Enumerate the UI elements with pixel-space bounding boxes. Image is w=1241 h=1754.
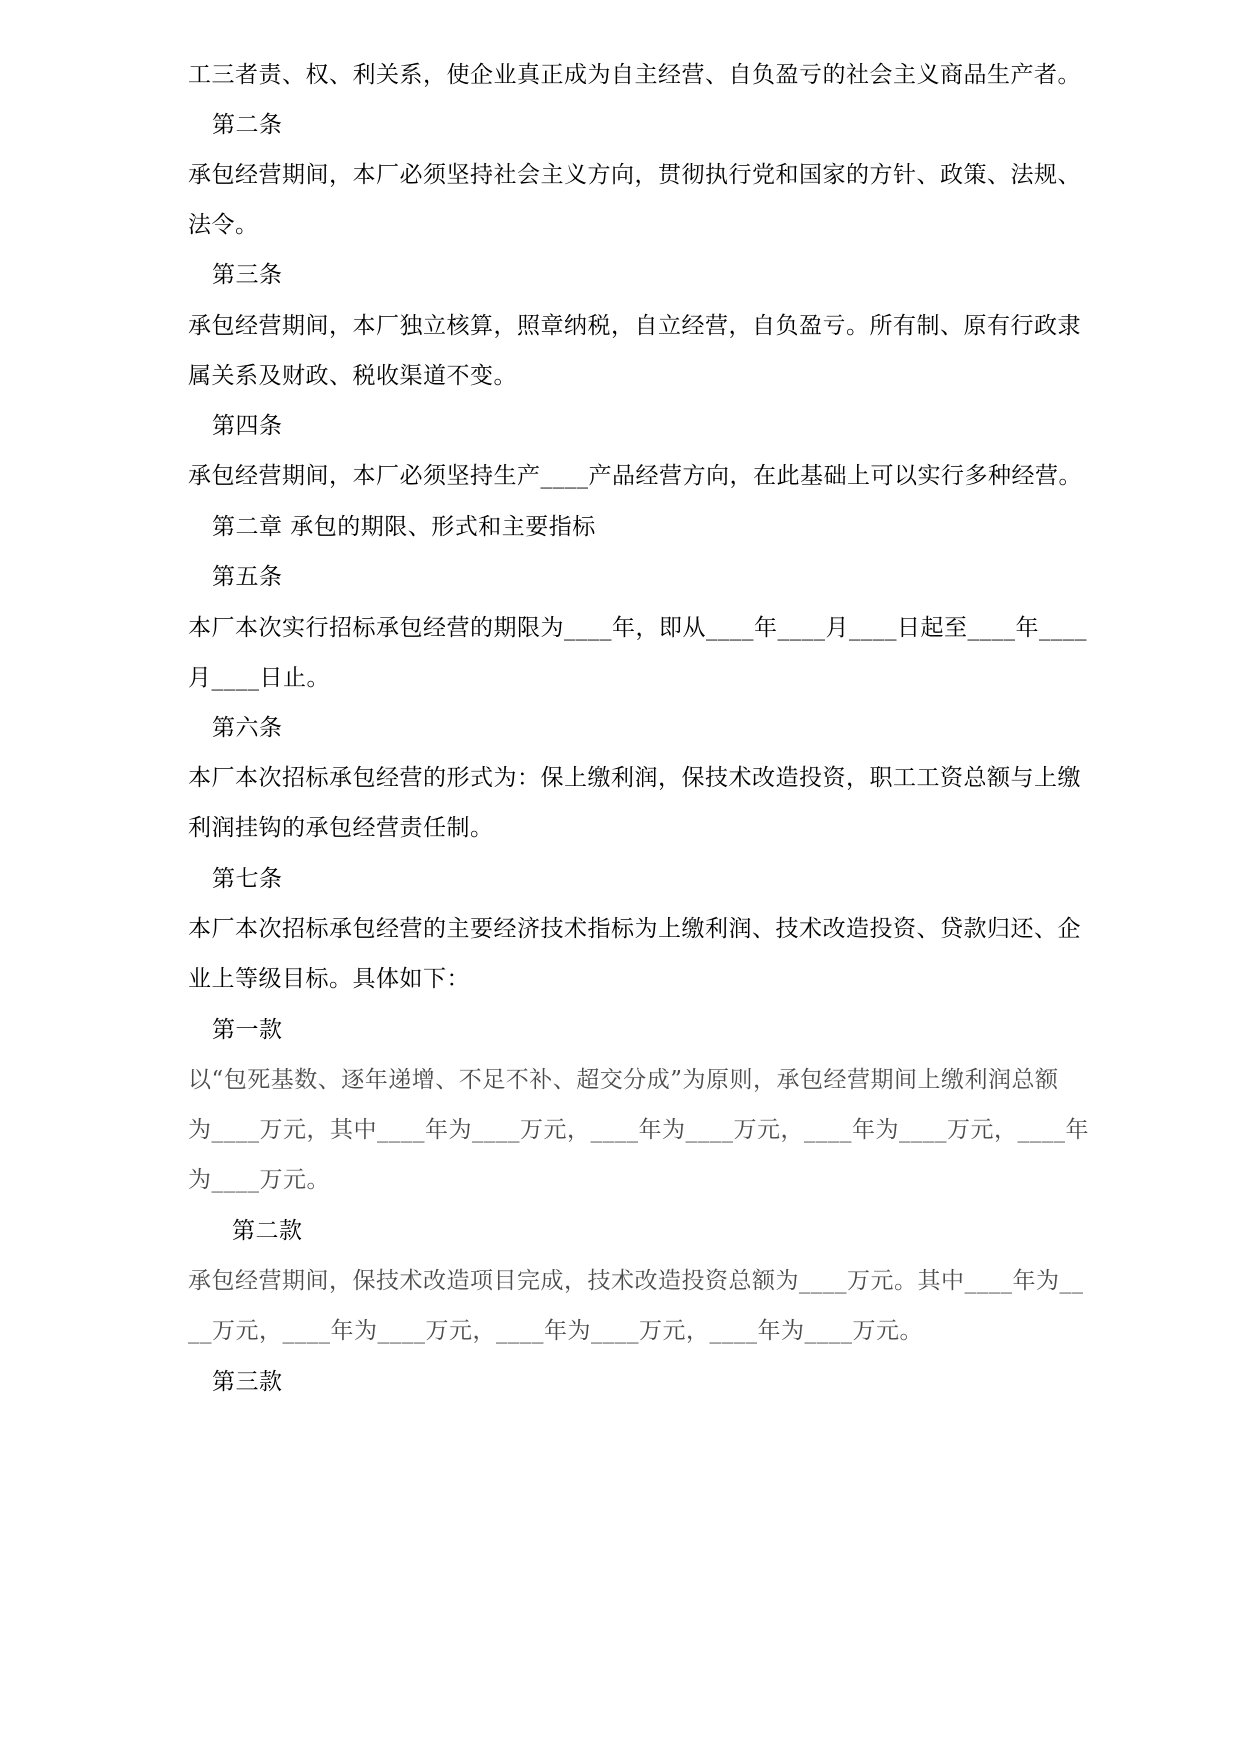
article-heading: 第五条 — [212, 564, 283, 590]
paragraph-line: 月____日止。 — [188, 665, 330, 691]
paragraph-line: 本厂本次招标承包经营的形式为：保上缴利润，保技术改造投资，职工工资总额与上缴 — [188, 765, 1081, 791]
clause-heading: 第一款 — [212, 1017, 283, 1043]
paragraph-line: 承包经营期间，本厂必须坚持社会主义方向，贯彻执行党和国家的方针、政策、法规、 — [188, 162, 1081, 188]
paragraph-line: 工三者责、权、利关系，使企业真正成为自主经营、自负盈亏的社会主义商品生产者。 — [188, 62, 1081, 88]
paragraph-line: 为____万元。 — [188, 1167, 330, 1193]
paragraph-line: 利润挂钩的承包经营责任制。 — [188, 815, 494, 841]
clause-heading: 第三款 — [212, 1369, 283, 1395]
article-heading: 第三条 — [212, 262, 283, 288]
article-heading: 第二条 — [212, 112, 283, 138]
paragraph-line: 承包经营期间，本厂必须坚持生产____产品经营方向，在此基础上可以实行多种经营。 — [188, 463, 1082, 489]
clause-heading: 第二款 — [232, 1218, 303, 1244]
paragraph-line: 以“包死基数、逐年递增、不足不补、超交分成”为原则，承包经营期间上缴利润总额 — [188, 1067, 1059, 1093]
chapter-heading: 第二章 承包的期限、形式和主要指标 — [212, 514, 596, 540]
article-heading: 第七条 — [212, 866, 283, 892]
paragraph-line: 承包经营期间，保技术改造项目完成，技术改造投资总额为____万元。其中____年为__ — [188, 1268, 1084, 1294]
paragraph-line: __万元，____年为____万元，____年为____万元，____年为____万元。 — [188, 1318, 923, 1344]
article-heading: 第六条 — [212, 715, 283, 741]
paragraph-line: 承包经营期间，本厂独立核算，照章纳税，自立经营，自负盈亏。所有制、原有行政隶 — [188, 313, 1081, 339]
paragraph-line: 业上等级目标。具体如下： — [188, 966, 470, 992]
paragraph-line: 本厂本次招标承包经营的主要经济技术指标为上缴利润、技术改造投资、贷款归还、企 — [188, 916, 1081, 942]
paragraph-line: 本厂本次实行招标承包经营的期限为____年，即从____年____月____日起至____年____ — [188, 615, 1087, 641]
paragraph-line: 法令。 — [188, 212, 259, 238]
paragraph-line: 属关系及财政、税收渠道不变。 — [188, 363, 517, 389]
article-heading: 第四条 — [212, 413, 283, 439]
paragraph-line: 为____万元，其中____年为____万元，____年为____万元，____年为____万元，____年 — [188, 1117, 1089, 1143]
